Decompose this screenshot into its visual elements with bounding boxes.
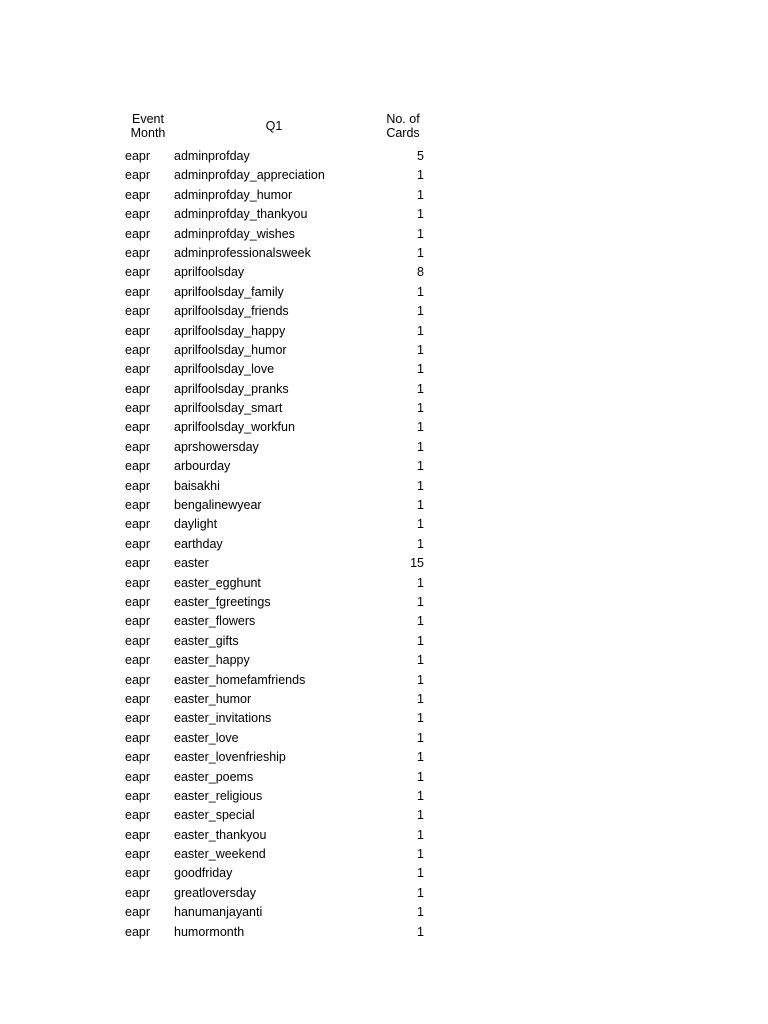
- table-row: [0, 845, 768, 864]
- cell-no-of-cards: 1: [417, 342, 424, 357]
- cell-event-month: eapr: [125, 304, 151, 319]
- cell-q1: greatloversday: [174, 885, 256, 900]
- cell-q1: aprilfoolsday_friends: [174, 304, 289, 319]
- cell-no-of-cards: 1: [417, 653, 424, 668]
- header-event-month-line1: Event: [132, 112, 164, 126]
- cell-no-of-cards: 1: [417, 808, 424, 823]
- table-row: [0, 554, 768, 573]
- header-no-of-cards: [373, 112, 433, 140]
- table-row: [0, 709, 768, 728]
- table-row: [0, 651, 768, 670]
- cell-q1: adminprofday_humor: [174, 187, 293, 202]
- cell-event-month: eapr: [125, 924, 151, 939]
- cell-no-of-cards: 1: [417, 788, 424, 803]
- table-row: [0, 438, 768, 457]
- cell-event-month: eapr: [125, 847, 151, 862]
- cell-q1: daylight: [174, 517, 218, 532]
- cell-no-of-cards: 1: [417, 498, 424, 513]
- cell-q1: adminprofessionalsweek: [174, 245, 311, 260]
- cell-q1: aprilfoolsday_happy: [174, 323, 286, 338]
- cell-q1: humormonth: [174, 924, 245, 939]
- cell-event-month: eapr: [125, 575, 151, 590]
- cell-no-of-cards: 1: [417, 401, 424, 416]
- cell-event-month: eapr: [125, 226, 151, 241]
- header-no-of-cards-line1: No. of: [386, 112, 420, 126]
- cell-no-of-cards: 1: [417, 362, 424, 377]
- table-row: [0, 322, 768, 341]
- cell-event-month: eapr: [125, 439, 151, 454]
- cell-q1: adminprofday_thankyou: [174, 207, 308, 222]
- table-row: [0, 496, 768, 515]
- cell-no-of-cards: 1: [417, 905, 424, 920]
- table-row: [0, 283, 768, 302]
- cell-event-month: eapr: [125, 459, 151, 474]
- cell-no-of-cards: 1: [417, 750, 424, 765]
- table-row: [0, 341, 768, 360]
- cell-no-of-cards: 1: [417, 594, 424, 609]
- cell-q1: aprilfoolsday: [174, 265, 245, 280]
- cell-q1: aprilfoolsday_pranks: [174, 381, 289, 396]
- cell-event-month: eapr: [125, 342, 151, 357]
- cell-q1: easter_gifts: [174, 633, 239, 648]
- cell-no-of-cards: 1: [417, 691, 424, 706]
- table-row: [0, 923, 768, 942]
- table-row: [0, 205, 768, 224]
- table-row: [0, 729, 768, 748]
- table-row: [0, 593, 768, 612]
- table-row: [0, 748, 768, 767]
- cell-q1: easter_weekend: [174, 847, 266, 862]
- cell-event-month: eapr: [125, 711, 151, 726]
- cell-no-of-cards: 1: [417, 168, 424, 183]
- cell-no-of-cards: 1: [417, 304, 424, 319]
- cell-event-month: eapr: [125, 788, 151, 803]
- cell-no-of-cards: 1: [417, 827, 424, 842]
- table-row: [0, 244, 768, 263]
- cell-no-of-cards: 1: [417, 711, 424, 726]
- cell-no-of-cards: 1: [417, 924, 424, 939]
- cell-q1: bengalinewyear: [174, 498, 262, 513]
- cell-no-of-cards: 1: [417, 847, 424, 862]
- cell-no-of-cards: 1: [417, 536, 424, 551]
- cell-q1: easter_flowers: [174, 614, 256, 629]
- cell-event-month: eapr: [125, 730, 151, 745]
- cell-no-of-cards: 1: [417, 420, 424, 435]
- cell-q1: easter_invitations: [174, 711, 272, 726]
- cell-event-month: eapr: [125, 556, 151, 571]
- table-row: [0, 302, 768, 321]
- cell-q1: easter_lovenfrieship: [174, 750, 286, 765]
- header-event-month: [118, 112, 178, 140]
- cell-no-of-cards: 1: [417, 245, 424, 260]
- cell-no-of-cards: 1: [417, 284, 424, 299]
- cell-q1: easter_happy: [174, 653, 250, 668]
- table-row: [0, 515, 768, 534]
- cell-q1: easter_egghunt: [174, 575, 261, 590]
- table-row: [0, 360, 768, 379]
- cell-event-month: eapr: [125, 808, 151, 823]
- cell-event-month: eapr: [125, 594, 151, 609]
- cell-event-month: eapr: [125, 827, 151, 842]
- cell-no-of-cards: 1: [417, 866, 424, 881]
- table-row: [0, 418, 768, 437]
- table-row: [0, 612, 768, 631]
- table-row: [0, 787, 768, 806]
- cell-q1: aprilfoolsday_love: [174, 362, 275, 377]
- table-row: [0, 457, 768, 476]
- table-row: [0, 632, 768, 651]
- cell-q1: aprilfoolsday_humor: [174, 342, 287, 357]
- cell-q1: easter: [174, 556, 209, 571]
- table-row: [0, 884, 768, 903]
- cell-event-month: eapr: [125, 245, 151, 260]
- cell-q1: earthday: [174, 536, 223, 551]
- cell-event-month: eapr: [125, 265, 151, 280]
- cell-q1: adminprofday_wishes: [174, 226, 295, 241]
- cell-no-of-cards: 1: [417, 323, 424, 338]
- cell-q1: aprilfoolsday_family: [174, 284, 284, 299]
- cell-q1: easter_fgreetings: [174, 594, 271, 609]
- cell-event-month: eapr: [125, 672, 151, 687]
- cell-event-month: eapr: [125, 653, 151, 668]
- table-row: [0, 671, 768, 690]
- cell-no-of-cards: 1: [417, 885, 424, 900]
- cell-event-month: eapr: [125, 323, 151, 338]
- table-row: [0, 574, 768, 593]
- cell-event-month: eapr: [125, 478, 151, 493]
- cell-event-month: eapr: [125, 168, 151, 183]
- cell-no-of-cards: 1: [417, 672, 424, 687]
- cell-event-month: eapr: [125, 401, 151, 416]
- cell-no-of-cards: 1: [417, 730, 424, 745]
- cell-event-month: eapr: [125, 187, 151, 202]
- table-row: [0, 806, 768, 825]
- cell-event-month: eapr: [125, 284, 151, 299]
- table-row: [0, 864, 768, 883]
- cell-no-of-cards: 1: [417, 575, 424, 590]
- cell-no-of-cards: 1: [417, 478, 424, 493]
- cell-q1: aprshowersday: [174, 439, 259, 454]
- table-row: [0, 477, 768, 496]
- cell-no-of-cards: 1: [417, 439, 424, 454]
- cell-no-of-cards: 1: [417, 226, 424, 241]
- header-q1: [244, 119, 304, 133]
- cell-no-of-cards: 1: [417, 614, 424, 629]
- table-row: [0, 826, 768, 845]
- cell-event-month: eapr: [125, 517, 151, 532]
- cell-event-month: eapr: [125, 149, 151, 163]
- cell-event-month: eapr: [125, 536, 151, 551]
- table-row: [0, 263, 768, 282]
- header-event-month-line2: Month: [130, 126, 166, 140]
- cell-event-month: eapr: [125, 381, 151, 396]
- table-row: [0, 380, 768, 399]
- cell-q1: easter_humor: [174, 691, 252, 706]
- cell-event-month: eapr: [125, 769, 151, 784]
- cell-q1: arbourday: [174, 459, 231, 474]
- cell-q1: baisakhi: [174, 478, 220, 493]
- table-body: [0, 147, 768, 942]
- cell-no-of-cards: 1: [417, 633, 424, 648]
- cell-no-of-cards: 15: [410, 556, 424, 571]
- table-row: [0, 690, 768, 709]
- header-q1-label: Q1: [265, 119, 283, 133]
- cell-event-month: eapr: [125, 614, 151, 629]
- cell-no-of-cards: 1: [417, 769, 424, 784]
- header-no-of-cards-line2: Cards: [386, 126, 420, 140]
- cell-q1: easter_love: [174, 730, 239, 745]
- cell-event-month: eapr: [125, 885, 151, 900]
- table-row: [0, 903, 768, 922]
- cell-event-month: eapr: [125, 866, 151, 881]
- cell-no-of-cards: 1: [417, 459, 424, 474]
- cell-event-month: eapr: [125, 362, 151, 377]
- cell-q1: easter_thankyou: [174, 827, 267, 842]
- cell-q1: hanumanjayanti: [174, 905, 263, 920]
- cell-q1: easter_religious: [174, 788, 263, 803]
- cell-q1: adminprofday: [174, 149, 250, 163]
- cell-q1: aprilfoolsday_smart: [174, 401, 283, 416]
- table-row: [0, 225, 768, 244]
- cell-no-of-cards: 1: [417, 381, 424, 396]
- cell-q1: easter_homefamfriends: [174, 672, 306, 687]
- cell-no-of-cards: 1: [417, 207, 424, 222]
- cell-q1: aprilfoolsday_workfun: [174, 420, 295, 435]
- cell-no-of-cards: 1: [417, 517, 424, 532]
- cell-q1: easter_poems: [174, 769, 254, 784]
- cell-event-month: eapr: [125, 207, 151, 222]
- cell-q1: easter_special: [174, 808, 255, 823]
- table-row: [0, 535, 768, 554]
- table-row: [0, 768, 768, 787]
- cell-event-month: eapr: [125, 498, 151, 513]
- cell-event-month: eapr: [125, 750, 151, 765]
- table-row: [0, 399, 768, 418]
- table-row: [0, 166, 768, 185]
- table-row: [0, 147, 768, 166]
- cell-q1: adminprofday_appreciation: [174, 168, 325, 183]
- cell-event-month: eapr: [125, 633, 151, 648]
- cell-event-month: eapr: [125, 691, 151, 706]
- cell-no-of-cards: 5: [417, 149, 424, 163]
- cell-q1: goodfriday: [174, 866, 233, 881]
- cell-no-of-cards: 1: [417, 187, 424, 202]
- cell-no-of-cards: 8: [417, 265, 424, 280]
- table-row: [0, 186, 768, 205]
- cell-event-month: eapr: [125, 420, 151, 435]
- cell-event-month: eapr: [125, 905, 151, 920]
